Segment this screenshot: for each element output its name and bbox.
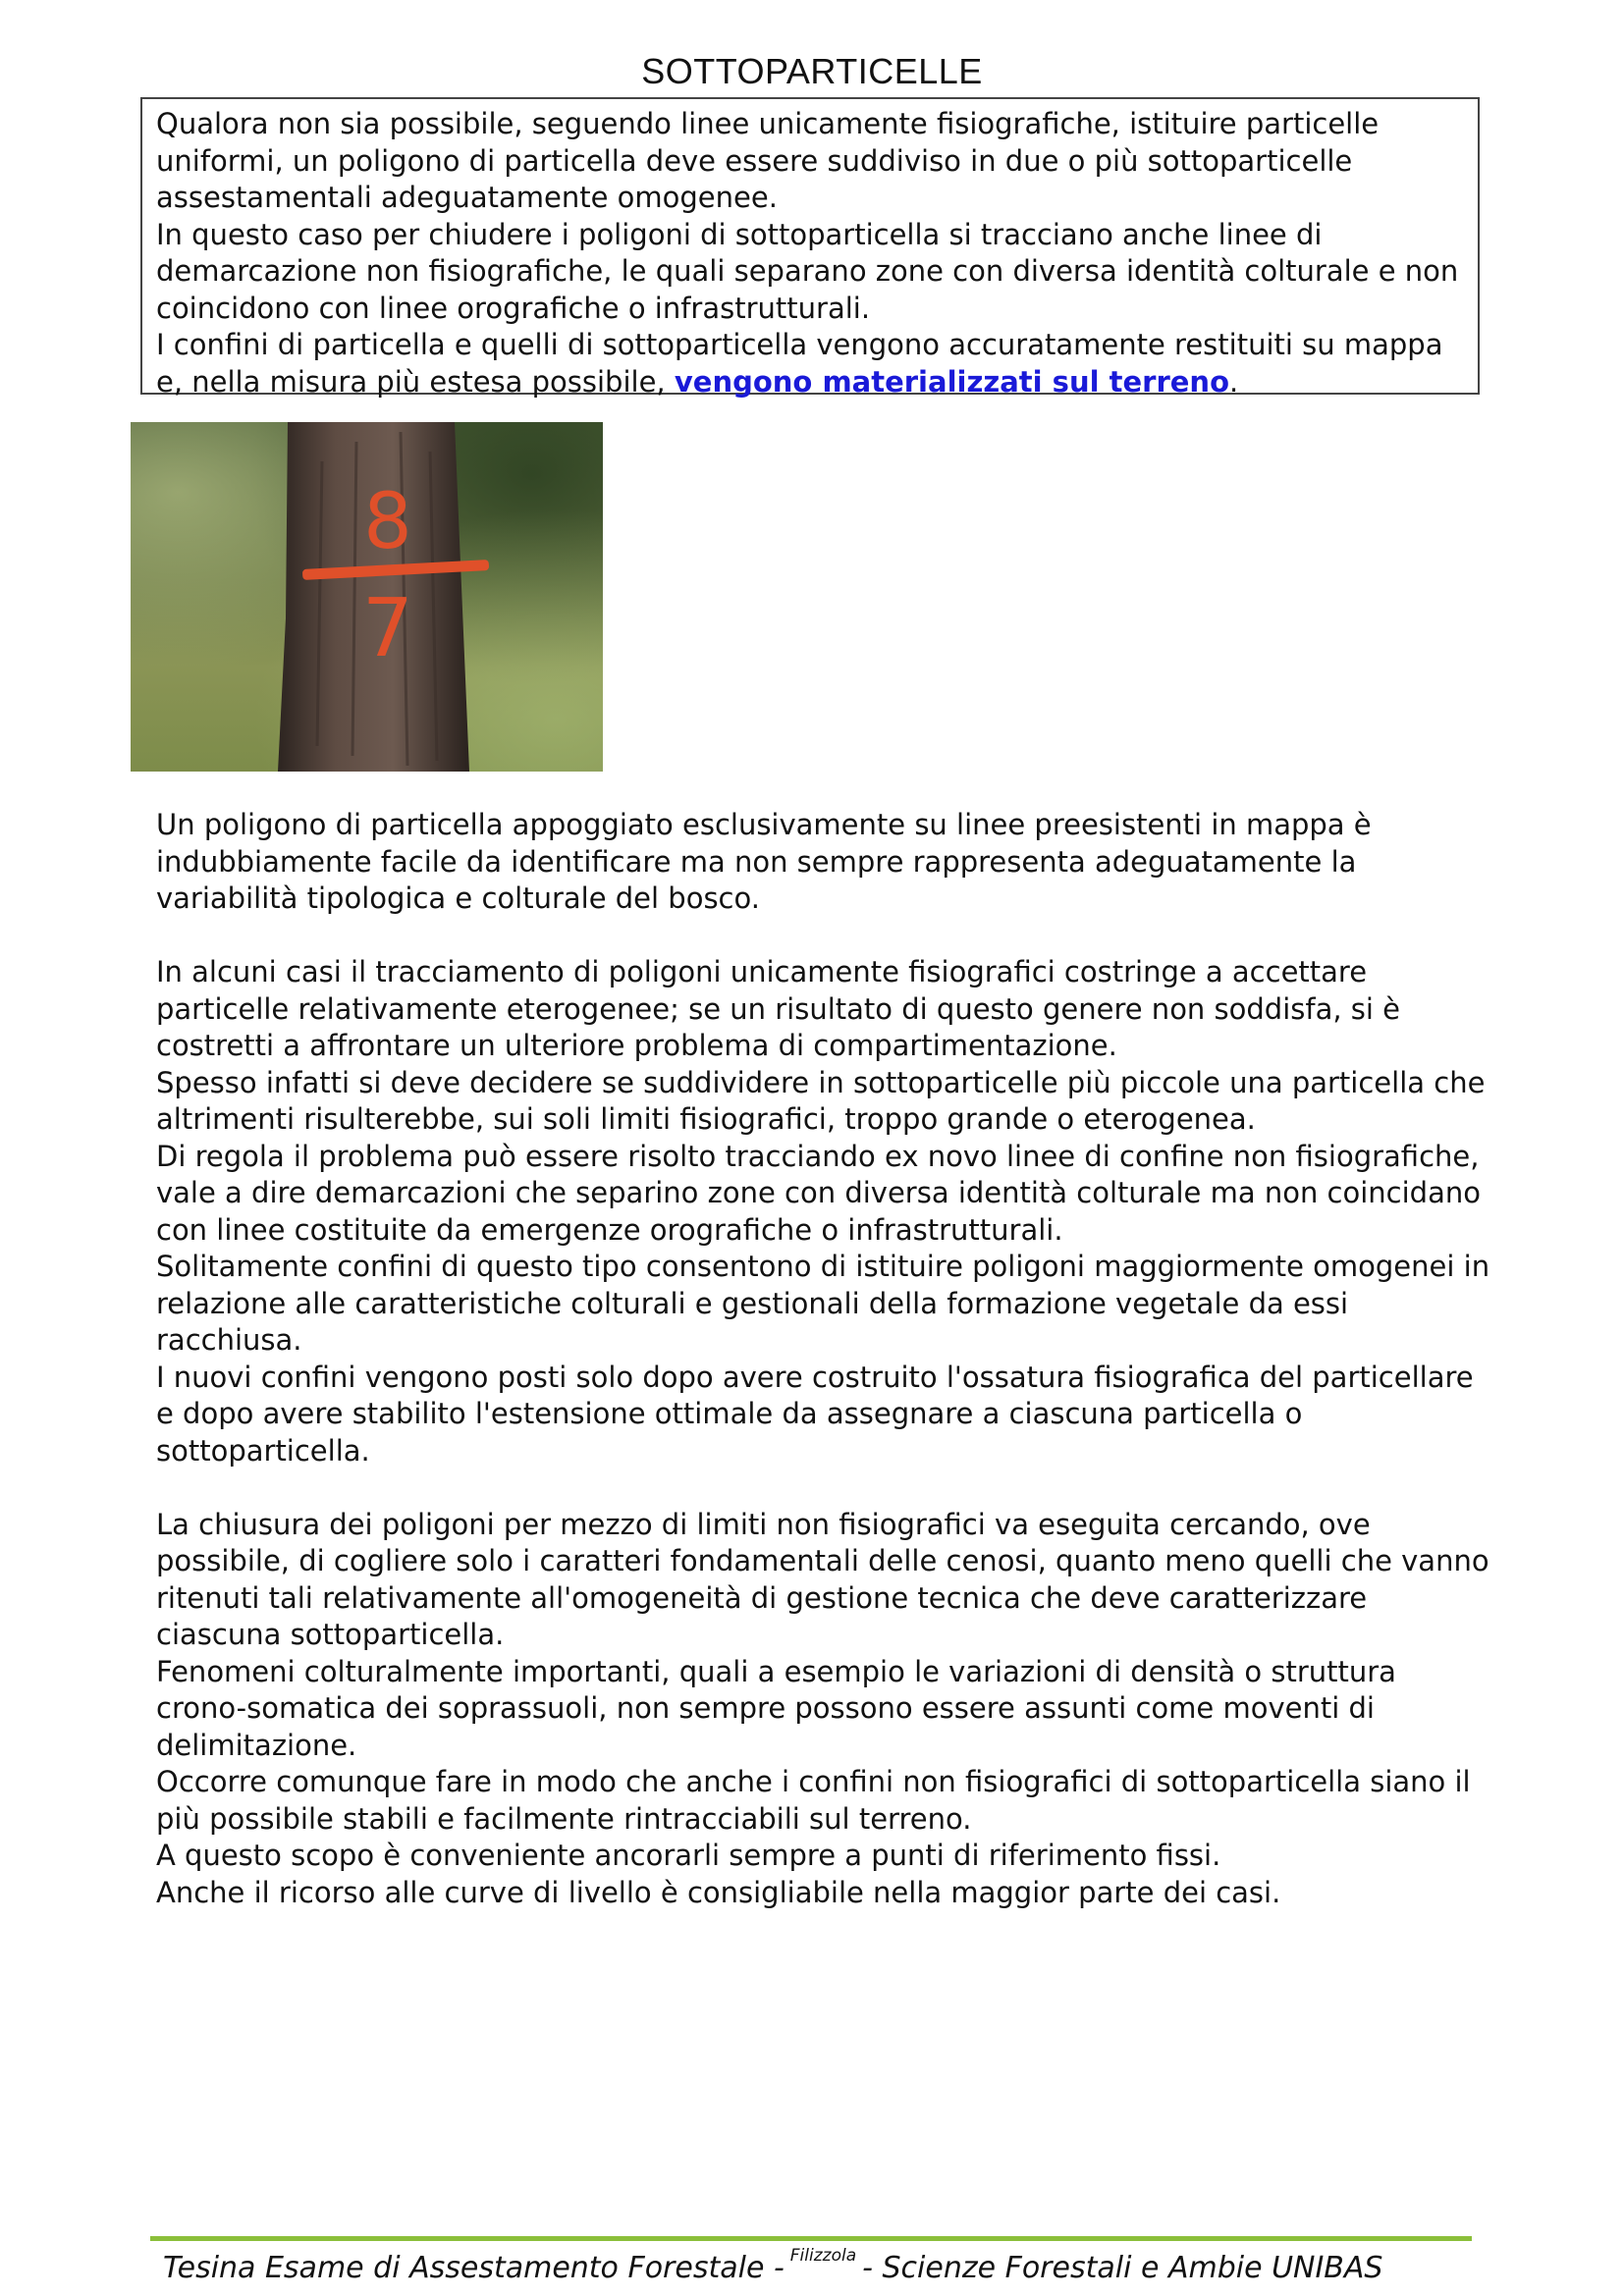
tree-trunk-illustration (131, 422, 603, 772)
body-paragraph-9: Occorre comunque fare in modo che anche i confini non fisiografici di sottoparticella siano il più possibile stabili e facilmente rintracciabili sul terreno. (156, 1765, 1471, 1836)
intro-paragraph-3 (156, 327, 1466, 400)
tree-boundary-mark-photo (131, 422, 603, 772)
body-paragraph-10: A questo scopo è conveniente ancorarli sempre a punti di riferimento fissi. (156, 1839, 1221, 1872)
body-paragraph-8: Fenomeni colturalmente importanti, quali a esempio le variazioni di densità o struttura crono-somatica dei soprassuoli, non sempre possono essere assunti come moventi di delimitazione. (156, 1654, 1396, 1762)
footer-rule (150, 2236, 1472, 2241)
body-paragraph-2: In alcuni casi il tracciamento di poligoni unicamente fisiografici costringe a accettare particelle relativamente eterogenee; se un risultato di questo genere non soddisfa, si è costretti a affrontare un ulteriore problema di compartimentazione. (156, 955, 1401, 1062)
body-text (156, 807, 1491, 1911)
body-paragraph-1: Un poligono di particella appoggiato esclusivamente su linee preesistenti in mappa è indubbiamente facile da identificare ma non sempre rappresenta adeguatamente la variabilità tipologica e colturale del bosco. (156, 808, 1372, 915)
body-paragraph-6: I nuovi confini vengono posti solo dopo avere costruito l'ossatura fisiografica del particellare e dopo avere stabilito l'estensione ottimale da assegnare a ciascuna particella o sottoparticella. (156, 1360, 1474, 1468)
body-paragraph-5: Solitamente confini di questo tipo consentono di istituire poligoni maggiormente omogenei in relazione alle caratteristiche colturali e gestionali della formazione vegetale da essi racchiusa. (156, 1250, 1490, 1357)
body-paragraph-11: Anche il ricorso alle curve di livello è consigliabile nella maggior parte dei casi. (156, 1875, 1281, 1909)
highlighted-phrase: vengono materializzati sul terreno (674, 364, 1229, 399)
body-paragraph-7: La chiusura dei poligoni per mezzo di limiti non fisiografici va eseguita cercando, ove possibile, di cogliere solo i caratteri fondamentali delle cenosi, quanto meno quelli che vanno ritenuti tali relativamente all'omogeneità di gestione tecnica che deve caratterizzare ciascuna sottoparticella. (156, 1507, 1489, 1651)
page-title: SOTTOPARTICELLE (641, 51, 983, 91)
paint-number-bottom: 7 (361, 582, 414, 675)
intro-paragraph-3-text: I confini di particella e quelli di sottoparticella vengono accuratamente restituiti su mappa e, nella misura più estesa possibile, (156, 328, 1443, 399)
intro-box (140, 97, 1480, 399)
footer-author: Filizzola (789, 2246, 857, 2266)
intro-paragraph-2: In questo caso per chiudere i poligoni di sottoparticella si tracciano anche linee di demarcazione non fisiografiche, le quali separano zone con diversa identità colturale e non coincidono con linee orografiche o infrastrutturali. (156, 217, 1459, 325)
body-paragraph-4: Di regola il problema può essere risolto tracciando ex novo linee di confine non fisiografiche, vale a dire demarcazioni che separino zone con diversa identità colturale ma non coincidano con linee costituite da emergenze orografiche o infrastrutturali. (156, 1139, 1481, 1247)
intro-paragraph-3-end: . (1229, 364, 1239, 399)
footer-right: - Scienze Forestali e Ambie UNIBAS (862, 2251, 1383, 2285)
footer-left: Tesina Esame di Assestamento Forestale - (163, 2251, 785, 2285)
body-paragraph-3: Spesso infatti si deve decidere se suddividere in sottoparticelle più piccole una particella che altrimenti risulterebbe, sui soli limiti fisiografici, troppo grande o eterogenea. (156, 1065, 1486, 1136)
intro-paragraph-1: Qualora non sia possibile, seguendo linee unicamente fisiografiche, istituire particelle uniformi, un poligono di particella deve essere suddiviso in due o più sottoparticelle assestamentali adeguatamente omogenee. (156, 107, 1380, 214)
paint-number-top: 8 (363, 478, 412, 566)
footer (163, 2246, 1479, 2285)
